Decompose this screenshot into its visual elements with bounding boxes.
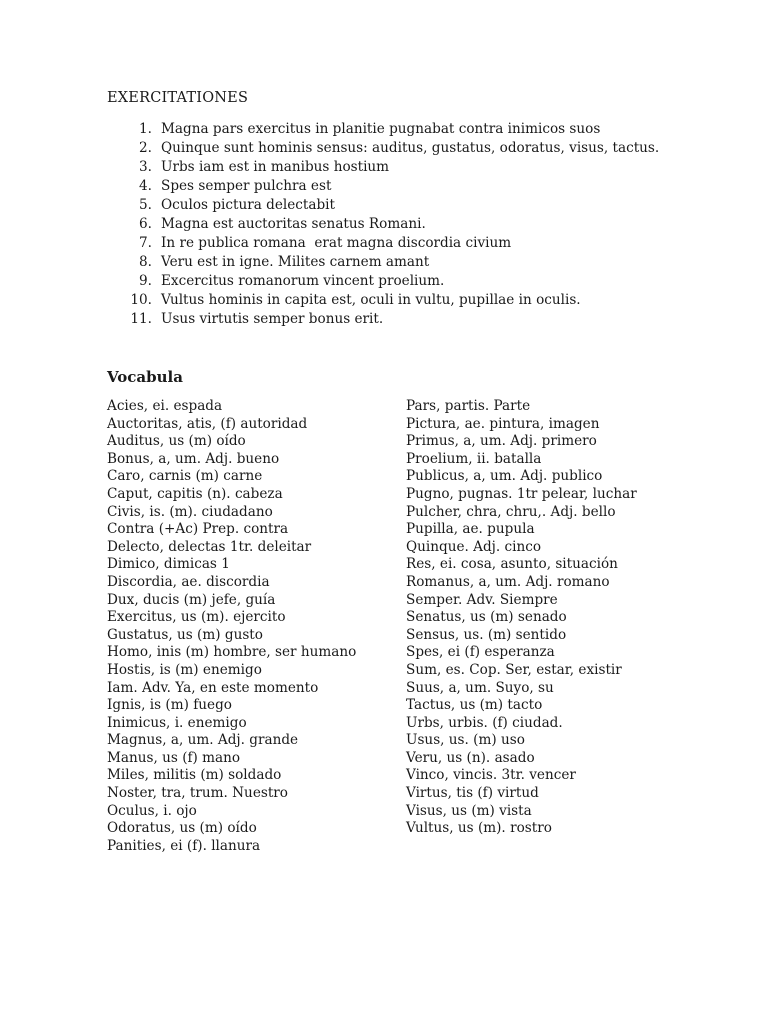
vocab-entry: Virtus, tis (f) virtud (406, 785, 539, 802)
vocab-entry: Oculus, i. ojo (107, 802, 197, 819)
list-item: 11. Usus virtutis semper bonus erit. (130, 311, 384, 327)
vocab-entry: Homo, inis (m) hombre, ser humano (107, 644, 357, 661)
vocab-entry: Visus, us (m) vista (406, 802, 532, 819)
vocab-entry: Pugno, pugnas. 1tr pelear, luchar (406, 485, 637, 502)
vocab-entry: Pictura, ae. pintura, imagen (406, 415, 600, 432)
vocab-entry: Inimicus, i. enemigo (107, 714, 247, 731)
vocab-entry: Caro, carnis (m) carne (107, 468, 263, 485)
exercises-heading: EXERCITATIONES (107, 90, 249, 106)
vocab-entry: Panities, ei (f). llanura (107, 837, 261, 854)
vocab-entry: Vultus, us (m). rostro (406, 820, 552, 837)
list-item: 9. Excercitus romanorum vincent proelium. (139, 273, 445, 289)
list-item: 10. Vultus hominis in capita est, oculi in vultu, pupillae in oculis. (130, 292, 581, 308)
vocab-entry: Pulcher, chra, chru,. Adj. bello (406, 503, 616, 520)
vocab-entry: Semper. Adv. Siempre (406, 591, 558, 608)
vocab-entry: Civis, is. (m). ciudadano (107, 503, 273, 520)
vocab-entry: Usus, us. (m) uso (406, 732, 525, 749)
list-item: 5. Oculos pictura delectabit (139, 197, 335, 213)
vocab-entry: Noster, tra, trum. Nuestro (107, 785, 288, 802)
vocab-entry: Vinco, vincis. 3tr. vencer (406, 767, 576, 784)
vocab-entry: Dimico, dimicas 1 (107, 556, 230, 573)
vocab-entry: Publicus, a, um. Adj. publico (406, 468, 603, 485)
vocabulary-right-column (406, 398, 637, 838)
list-item: 8. Veru est in igne. Milites carnem amant (139, 254, 430, 270)
vocab-entry: Tactus, us (m) tacto (406, 697, 543, 714)
vocab-entry: Auctoritas, atis, (f) autoridad (107, 415, 308, 432)
vocab-entry: Urbs, urbis. (f) ciudad. (406, 714, 563, 731)
vocab-entry: Delecto, delectas 1tr. deleitar (107, 538, 312, 555)
vocab-entry: Sum, es. Cop. Ser, estar, existir (406, 661, 622, 678)
vocab-entry: Primus, a, um. Adj. primero (406, 433, 597, 450)
exercises-list (107, 120, 659, 329)
vocab-entry: Acies, ei. espada (107, 398, 223, 414)
vocab-entry: Spes, ei (f) esperanza (406, 644, 555, 661)
vocab-entry: Contra (+Ac) Prep. contra (107, 521, 289, 538)
vocab-entry: Hostis, is (m) enemigo (107, 661, 262, 678)
vocab-entry: Pupilla, ae. pupula (406, 521, 535, 538)
vocabulary-left-column (107, 398, 356, 855)
vocab-entry: Caput, capitis (n). cabeza (107, 485, 283, 502)
list-item: 3. Urbs iam est in manibus hostium (139, 159, 390, 175)
vocab-entry: Dux, ducis (m) jefe, guía (107, 591, 276, 608)
vocab-entry: Odoratus, us (m) oído (107, 820, 257, 837)
vocab-entry: Auditus, us (m) oído (107, 433, 246, 450)
vocab-entry: Ignis, is (m) fuego (107, 697, 232, 714)
vocab-entry: Discordia, ae. discordia (107, 573, 270, 590)
vocab-entry: Sensus, us. (m) sentido (406, 626, 567, 643)
vocab-entry: Bonus, a, um. Adj. bueno (107, 450, 280, 467)
vocab-entry: Veru, us (n). asado (406, 749, 535, 766)
vocab-entry: Pars, partis. Parte (406, 398, 531, 414)
vocab-entry: Iam. Adv. Ya, en este momento (107, 679, 319, 696)
vocab-entry: Gustatus, us (m) gusto (107, 626, 263, 643)
vocab-entry: Manus, us (f) mano (107, 749, 241, 766)
vocab-entry: Exercitus, us (m). ejercito (107, 609, 286, 626)
vocab-entry: Suus, a, um. Suyo, su (406, 679, 554, 696)
vocab-entry: Quinque. Adj. cinco (406, 538, 542, 555)
list-item: 6. Magna est auctoritas senatus Romani. (139, 216, 426, 232)
vocab-entry: Senatus, us (m) senado (406, 609, 567, 626)
vocab-entry: Miles, militis (m) soldado (107, 767, 282, 784)
list-item: 7. In re publica romana erat magna discordia civium (139, 235, 512, 251)
vocab-entry: Res, ei. cosa, asunto, situación (406, 556, 618, 573)
vocab-entry: Romanus, a, um. Adj. romano (406, 573, 610, 590)
list-item: 4. Spes semper pulchra est (139, 178, 332, 194)
vocab-entry: Proelium, ii. batalla (406, 450, 542, 467)
vocab-entry: Magnus, a, um. Adj. grande (107, 732, 299, 749)
list-item: 1. Magna pars exercitus in planitie pugnabat contra inimicos suos (139, 121, 601, 137)
list-item: 2. Quinque sunt hominis sensus: auditus, gustatus, odoratus, visus, tactus. (139, 140, 660, 156)
vocabula-heading: Vocabula (107, 368, 183, 386)
